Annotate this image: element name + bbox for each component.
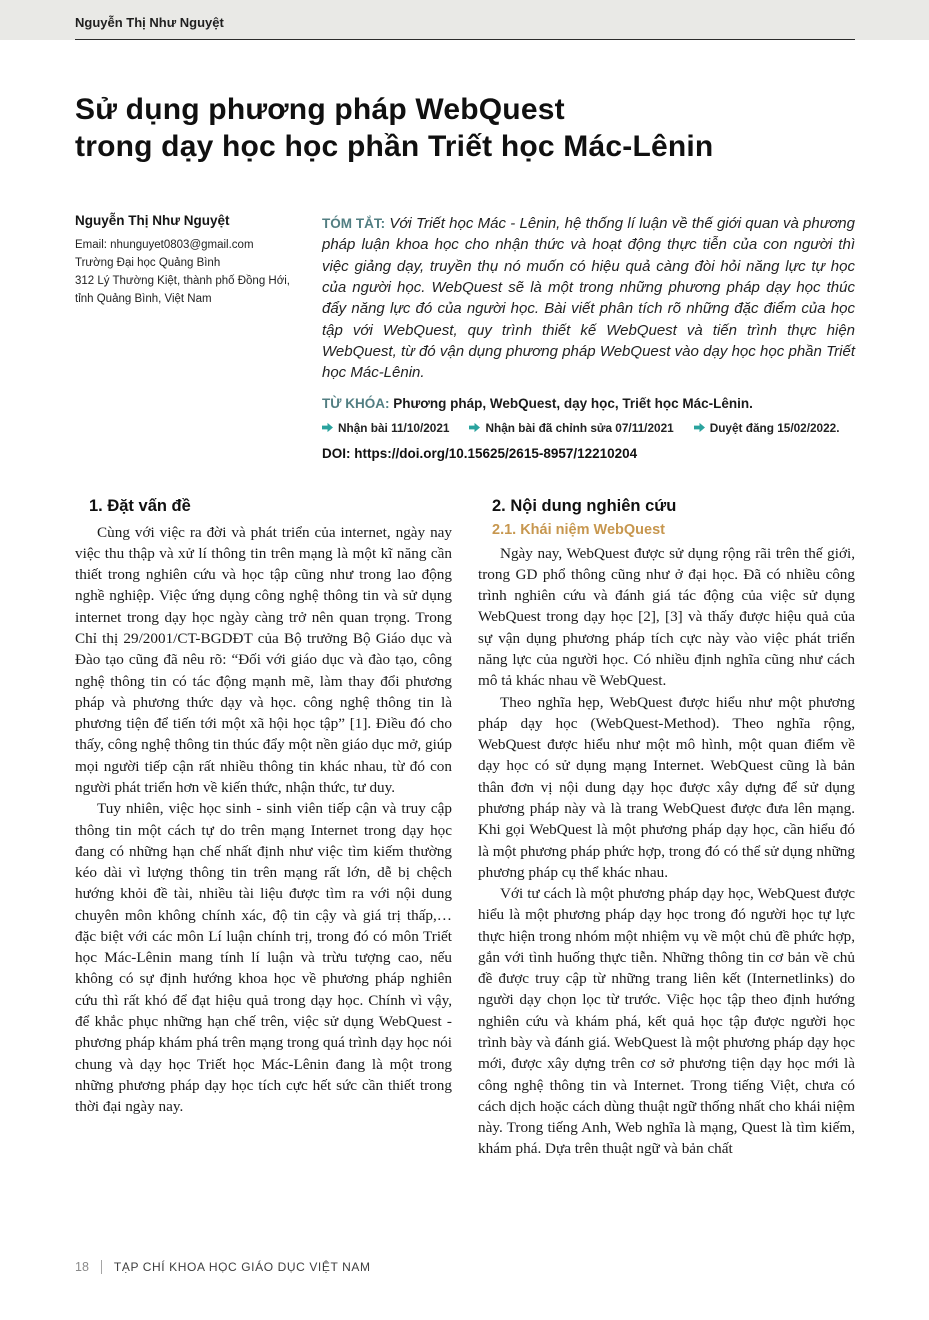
keywords-line: [322, 396, 855, 411]
date-revised-label: Nhận bài đã chỉnh sửa 07/11/2021: [485, 420, 674, 435]
meta-row: [75, 213, 855, 460]
section-1-heading: 1. Đặt vấn đề: [89, 496, 191, 515]
doi-label: DOI:: [322, 445, 351, 461]
author-email: Email: nhunguyet0803@gmail.com: [75, 239, 254, 252]
keywords-text: Phương pháp, WebQuest, dạy học, Triết học Mác-Lênin.: [393, 395, 753, 411]
article-title-line1: Sử dụng phương pháp WebQuest: [75, 93, 565, 126]
body-columns: [75, 497, 855, 1160]
section-2-paragraph-3: Với tư cách là một phương pháp dạy học, WebQuest được hiểu là một phương pháp dạy học trong đó người học tự lực thực hiện trong nhóm một nhiệm vụ về một chủ đề phức hợp, gắn với tình huống thực tiễn. Những thông tin cơ bản về chủ đề được truy cập từ những trang liên kết (Internetlinks) do người dạy chọn lọc từ trước. Việc học tập theo định hướng nghiên cứu và khám phá, kết quả học tập được người học trình bày và đánh giá. WebQuest là một phương pháp dạy học mới, được xây dựng trên cơ sở phương tiện dạy học mới là công nghệ thông tin và Internet. Trong tiếng Việt, chưa có cách dịch hoặc cách dùng thuật ngữ thống nhất cho khái niệm này. Trong tiếng Anh, Web nghĩa là mạng, Quest là tìm kiếm, khám phá. Dựa trên thuật ngữ và bản chất: [478, 885, 855, 1158]
date-received-label: Nhận bài 11/10/2021: [338, 420, 450, 435]
running-header-rule: [75, 15, 855, 40]
dates-row: [322, 421, 855, 435]
running-author-name: Nguyễn Thị Như Nguyệt: [75, 15, 224, 30]
author-address-line1: 312 Lý Thường Kiệt, thành phố Đồng Hới,: [75, 274, 291, 287]
abstract-text: Với Triết học Mác - Lênin, hệ thống lí luận về thế giới quan và phương pháp luận khoa học cho nhận thức và hoạt động thực tiễn của con người thì việc giảng dạy, truyền thụ nó muốn có hiệu quả càng đòi hỏi năng lực tự học của người học. WebQuest sẽ là một trong những phương pháp dạy học thúc đẩy năng lực đó của người học. Bài viết phân tích rõ những đặc điểm của học tập với WebQuest, quy trình thiết kế WebQuest và tiến trình thực hiện WebQuest, từ đó vận dụng phương pháp WebQuest vào dạy học học phần Triết học Mác-Lênin.: [322, 215, 855, 382]
date-revised: [469, 421, 673, 435]
date-received: [322, 421, 449, 435]
date-arrow-icon: [694, 422, 705, 433]
right-column: [478, 497, 855, 1160]
article-content: [0, 40, 929, 1160]
section-2-paragraph-2: Theo nghĩa hẹp, WebQuest được hiểu như một phương pháp dạy học (WebQuest-Method). Theo nghĩa rộng, WebQuest được hiểu như một mô hình, một quan điểm về dạy học có sử dụng mạng Internet. WebQuest cũng là bản thân đơn vị nội dung dạy học được xây dựng để sử dụng phương pháp này và là trang WebQuest được đưa lên mạng. Khi gọi WebQuest là một phương pháp dạy học, cần hiểu đó là một phương pháp phức hợp, trong đó có thể sử dụng những phương pháp cụ thể khác nhau.: [478, 693, 855, 881]
abstract-paragraph: [322, 213, 855, 383]
page-footer: [0, 1260, 929, 1320]
date-arrow-icon: [322, 422, 333, 433]
author-address-line2: tỉnh Quảng Bình, Việt Nam: [75, 292, 212, 305]
keywords-label: TỪ KHÓA:: [322, 395, 390, 411]
article-title-line2: trong dạy học học phần Triết học Mác-Lênin: [75, 129, 714, 163]
date-accepted-label: Duyệt đăng 15/02/2022.: [709, 420, 840, 435]
page-number: 18: [75, 1260, 89, 1274]
section-2-heading: 2. Nội dung nghiên cứu: [492, 496, 677, 515]
running-header: [0, 0, 929, 40]
section-1-paragraph-1: Cùng với việc ra đời và phát triển của internet, ngày nay việc thu thập và xử lí thông tin trên mạng là một kĩ năng cần thiết trong nghiên cứu và học tập cũng như trong lao động nghề nghiệp. Việc ứng dụng công nghệ thông tin và sử dụng internet trong dạy học ngày càng trở nên quan trọng. Trong Chỉ thị 29/2001/CT-BGDĐT của Bộ trưởng Bộ Giáo dục và Đào tạo cũng đã nêu rõ: “Đối với giáo dục và đào tạo, công nghệ thông tin có tác động mạnh mẽ, làm thay đổi phương pháp và phương thức dạy và học. công nghệ thông tin là phương tiện để tiến tới một xã hội học tập” [1]. Điều đó cho thấy, công nghệ thông tin thúc đẩy một nền giáo dục mở, giúp mọi người tiếp cận rất nhiều thông tin khác nhau, từ đó con người phát triển hơn về kiến thức, nhận thức, tư duy.: [75, 523, 452, 796]
article-title: [75, 92, 855, 165]
section-1-paragraph-2: Tuy nhiên, việc học sinh - sinh viên tiếp cận và truy cập thông tin một cách tự do trên mạng Internet trong dạy học đang có những hạn chế nhất định như việc tìm kiếm thường kéo dài vì lượng thông tin trên mạng rất lớn, dễ bị chệch hướng khỏi đề tài, nhiều tài liệu được tìm ra với nội dung chuyên môn không chính xác, độ tin cậy và giá trị thấp,… đặc biệt với các môn Lí luận chính trị, trong đó có môn Triết học Mác-Lênin mang tính lí luận và trừu tượng cao, nếu không có sự định hướng khoa học về phương pháp nghiên cứu thì rất khó để đạt hiệu quả trong dạy học. Chính vì vậy, để khắc phục những hạn chế trên, việc sử dụng WebQuest - phương pháp khám phá trên mạng trong quá trình dạy học nói chung và dạy học Triết học Mác-Lênin đang là một trong những phương pháp dạy học tích cực hết sức cần thiết trong thời đại ngày nay.: [75, 800, 452, 1116]
abstract-block: [322, 213, 855, 460]
doi-line: [322, 446, 855, 461]
footer-divider: [101, 1260, 102, 1274]
author-affiliation: Trường Đại học Quảng Bình: [75, 257, 221, 269]
section-2-paragraph-1: Ngày nay, WebQuest được sử dụng rộng rãi trên thế giới, trong GD phổ thông cũng như ở đại học. Đã có nhiều công trình nghiên cứu và đánh giá tác động của việc sử dụng WebQuest trong dạy học [2], [3] và thấy được hiệu quả của sự vận dụng phương pháp tích cực này vào việc phát triển năng lực của người học. Có nhiều định nghĩa cũng như cách mô tả khác nhau về WebQuest.: [478, 544, 855, 690]
date-accepted: [694, 421, 840, 435]
date-arrow-icon: [469, 422, 480, 433]
journal-name: TẠP CHÍ KHOA HỌC GIÁO DỤC VIỆT NAM: [113, 1260, 371, 1274]
doi-link[interactable]: https://doi.org/10.15625/2615-8957/12210204: [354, 445, 638, 461]
left-column: [75, 497, 452, 1160]
author-block: [75, 213, 298, 460]
author-name: Nguyễn Thị Như Nguyệt: [75, 213, 230, 229]
abstract-label: TÓM TẮT:: [322, 216, 386, 232]
section-2-1-subheading: 2.1. Khái niệm WebQuest: [492, 521, 665, 538]
